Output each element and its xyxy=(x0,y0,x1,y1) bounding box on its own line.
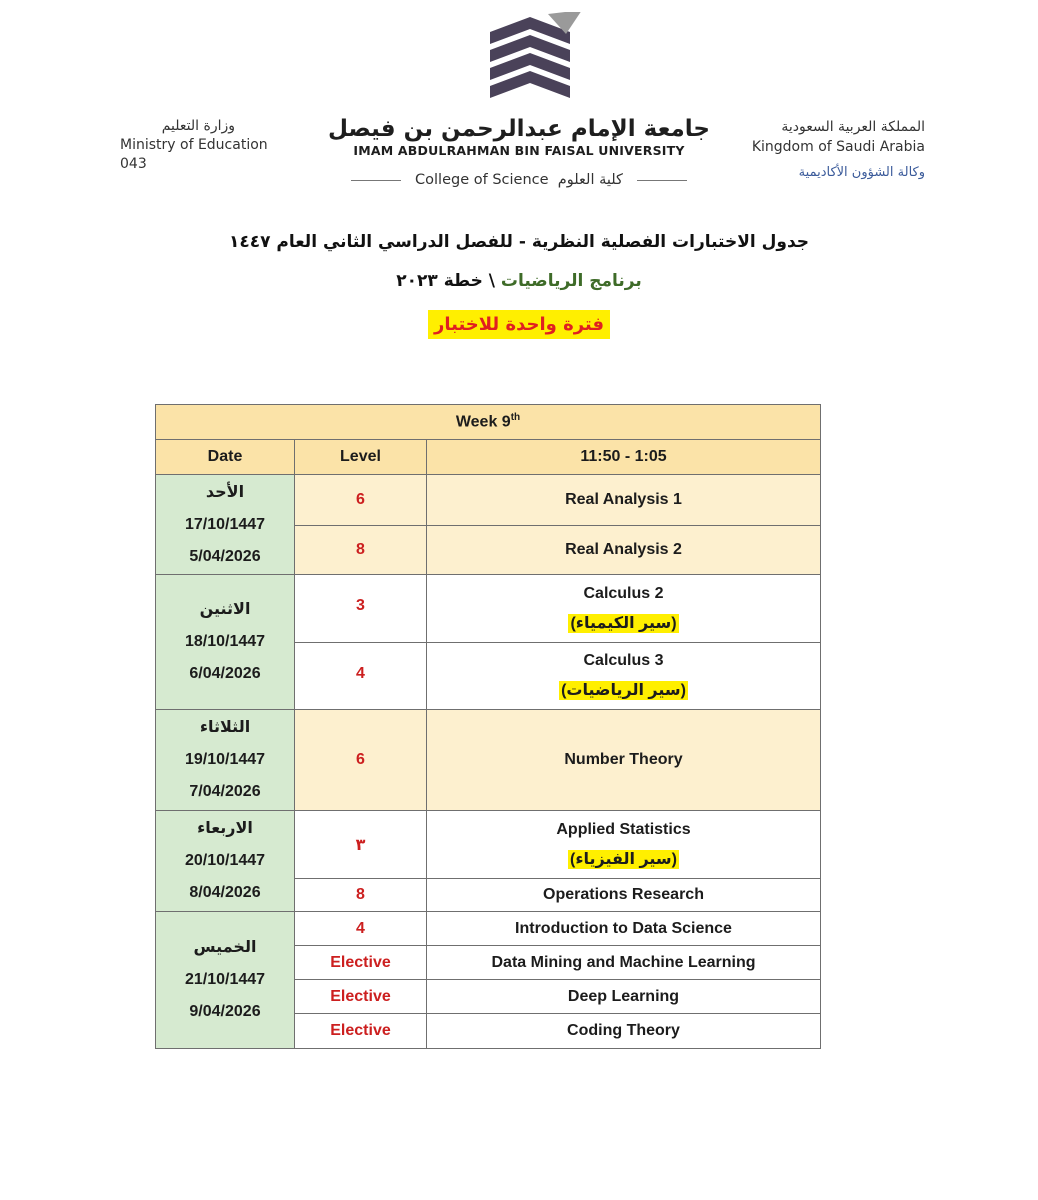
table-row xyxy=(156,912,821,946)
course-cell: Coding Theory xyxy=(427,1014,821,1049)
table-row xyxy=(156,710,821,811)
table-row xyxy=(156,575,821,643)
academic-affairs: وكالة الشؤون الأكاديمية xyxy=(798,165,925,180)
level-cell: 8 xyxy=(295,879,427,912)
plan-label: \ خطة ٢٠٢٣ xyxy=(396,271,495,291)
table-header-week xyxy=(156,405,821,440)
course-cell: Applied Statistics (سير الفيزياء) xyxy=(427,811,821,879)
ministry-code: 043 xyxy=(120,156,147,172)
date-cell: الاثنين 18/10/1447 6/04/2026 xyxy=(156,575,295,710)
course-cell: Data Mining and Machine Learning xyxy=(427,946,821,980)
course-cell: Number Theory xyxy=(427,710,821,811)
table-row xyxy=(156,475,821,526)
ministry-en: Ministry of Education xyxy=(120,137,268,153)
level-cell: Elective xyxy=(295,980,427,1014)
date-cell: الثلاثاء 19/10/1447 7/04/2026 xyxy=(156,710,295,811)
level-cell: Elective xyxy=(295,1014,427,1049)
course-cell: Deep Learning xyxy=(427,980,821,1014)
divider xyxy=(351,180,401,181)
course-cell: Real Analysis 1 xyxy=(427,475,821,526)
level-cell: 4 xyxy=(295,912,427,946)
college-name-ar: كلية العلوم xyxy=(557,172,623,188)
track-note: (سير الرياضيات) xyxy=(561,682,686,699)
week-label: Week 9th xyxy=(156,405,821,440)
exam-schedule-table xyxy=(155,404,821,1049)
course-cell: Introduction to Data Science xyxy=(427,912,821,946)
program-name: برنامج الرياضيات xyxy=(500,271,642,291)
college-name-en: College of Science xyxy=(415,172,549,188)
period-note-wrap xyxy=(0,310,1038,339)
level-cell: 6 xyxy=(295,710,427,811)
ministry-ar: وزارة التعليم xyxy=(161,118,235,134)
level-cell: 4 xyxy=(295,643,427,710)
course-cell: Calculus 3 (سير الرياضيات) xyxy=(427,643,821,710)
level-cell: ٣ xyxy=(295,811,427,879)
kingdom-ar: المملكة العربية السعودية xyxy=(781,119,925,135)
program-subtitle xyxy=(0,271,1038,291)
kingdom-block xyxy=(752,117,925,183)
date-cell: الأحد 17/10/1447 5/04/2026 xyxy=(156,475,295,575)
period-note: فترة واحدة للاختبار xyxy=(428,310,610,339)
page-title: جدول الاختبارات الفصلية النظرية - للفصل الدراسي الثاني العام ١٤٤٧ xyxy=(228,232,810,252)
track-note: (سير الكيمياء) xyxy=(570,614,677,632)
course-cell: Calculus 2 (سير الكيمياء) xyxy=(427,575,821,643)
university-name-en: IMAM ABDULRAHMAN BIN FAISAL UNIVERSITY xyxy=(353,143,685,158)
level-cell: Elective xyxy=(295,946,427,980)
divider xyxy=(637,180,687,181)
col-level: Level xyxy=(295,440,427,475)
level-cell: 3 xyxy=(295,575,427,643)
col-date: Date xyxy=(156,440,295,475)
course-cell: Real Analysis 2 xyxy=(427,526,821,575)
university-name-ar: جامعة الإمام عبدالرحمن بن فيصل xyxy=(327,116,711,142)
date-cell: الخميس 21/10/1447 9/04/2026 xyxy=(156,912,295,1049)
university-logo-icon xyxy=(470,12,590,112)
col-time: 11:50 - 1:05 xyxy=(427,440,821,475)
kingdom-en: Kingdom of Saudi Arabia xyxy=(751,139,925,155)
table-header-columns xyxy=(156,440,821,475)
level-cell: 6 xyxy=(295,475,427,526)
level-cell: 8 xyxy=(295,526,427,575)
date-cell: الاربعاء 20/10/1447 8/04/2026 xyxy=(156,811,295,912)
table-row xyxy=(156,811,821,879)
track-note: (سير الفيزياء) xyxy=(569,850,677,868)
course-cell: Operations Research xyxy=(427,879,821,912)
